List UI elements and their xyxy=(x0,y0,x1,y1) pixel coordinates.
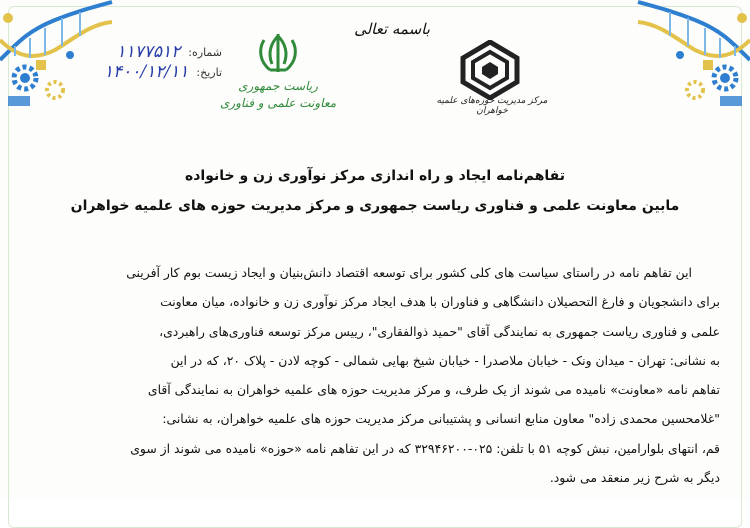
bismillah-heading: باسمه تعالی xyxy=(354,20,430,38)
agreement-subtitle: مابین معاونت علمی و فناوری ریاست جمهوری و مرکز مدیریت حوزه های علمیه خواهران xyxy=(70,198,680,214)
letter-date-row xyxy=(82,62,222,82)
body-line: علمی و فناوری ریاست جمهوری به نمایندگی آقای "حمید ذوالفقاری"، رییس مرکز توسعه فناوری‌های راهبردی، xyxy=(159,323,720,339)
body-line: تفاهم نامه «معاونت» نامیده می شوند از یک طرف، و مرکز مدیریت حوزه های علمیه خواهران به نمایندگی آقای xyxy=(147,382,720,398)
letter-meta xyxy=(82,42,222,82)
gear-icon xyxy=(14,67,63,98)
presidency-line-2: معاونت علمی و فناوری xyxy=(219,96,337,110)
body-line: قم، انتهای بلوارامین، نبش کوچه ۵۱ با تلفن: ۰۲۵-۳۲۹۴۶۲۰۰ که در این تفاهم نامه «حوزه» نامیده می شوند از سوی xyxy=(130,440,720,456)
iran-emblem-icon xyxy=(252,32,304,76)
letter-number-label: شماره: xyxy=(188,45,222,59)
presidency-caption xyxy=(218,78,338,112)
body-line: "غلامحسین محمدی زاده" معاون منابع انسانی و پشتیبانی مرکز مدیریت حوزه های علمیه خواهران، به نشانی: xyxy=(162,411,720,427)
center-name-caption: مرکز مدیریت حوزه‌های علمیه خواهران xyxy=(436,96,548,116)
presidency-line-1: ریاست جمهوری xyxy=(238,79,318,93)
letter-number-value: ۱۱۷۷۵۱۲ xyxy=(116,42,181,62)
body-line: به نشانی: تهران - میدان ونک - خیابان ملاصدرا - خیابان شیخ بهایی شمالی - کوچه لادن - پلاک ۲۰، که در این xyxy=(170,352,720,368)
body-line: برای دانشجویان و فارغ التحصیلان دانشگاهی و فناوران با هدف ایجاد مرکز نوآوری زن و خانواده، میان معاونت xyxy=(160,294,720,310)
dna-helix-icon xyxy=(638,2,750,60)
gear-icon xyxy=(687,67,736,98)
letter-date-label: تاریخ: xyxy=(196,65,222,79)
agreement-body xyxy=(30,258,720,492)
corner-decoration-right xyxy=(635,0,750,110)
body-line: این تفاهم نامه در راستای سیاست های کلی کشور برای توسعه اقتصاد دانش‌بنیان و ایجاد زیست بوم کار آفرینی xyxy=(126,265,692,280)
letter-date-value: ۱۴۰۰/۱۲/۱۱ xyxy=(103,62,189,82)
agreement-title: تفاهم‌نامه ایجاد و راه اندازی مرکز نوآوری زن و خانواده xyxy=(184,168,566,184)
body-line: دیگر به شرح زیر منعقد می شود. xyxy=(549,470,720,486)
letter-number-row xyxy=(82,42,222,62)
center-logo-icon xyxy=(455,40,525,100)
